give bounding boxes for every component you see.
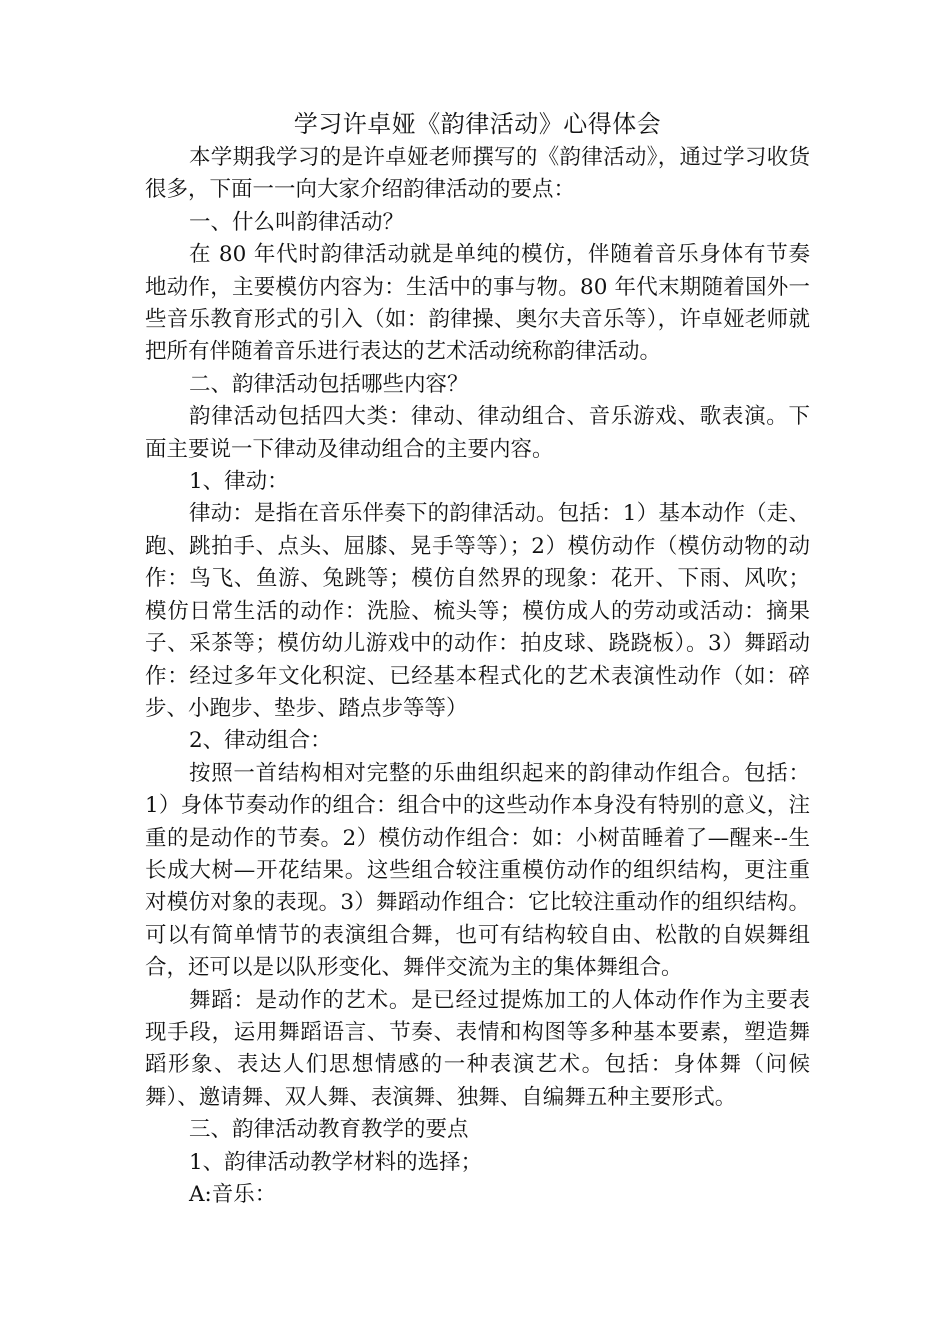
document-page <box>145 106 810 1211</box>
paragraph-dance: 舞蹈：是动作的艺术。是已经过提炼加工的人体动作作为主要表现手段，运用舞蹈语言、节奏、表情和构图等多种基本要素，塑造舞蹈形象、表达人们思想情感的一种表演艺术。包括：身体舞（问候舞）、邀请舞、双人舞、表演舞、独舞、自编舞五种主要形式。 <box>145 987 810 1110</box>
heading-section-1: 一、什么叫韵律活动？ <box>189 209 405 235</box>
paragraph-rhythm: 律动：是指在音乐伴奏下的韵律活动。包括：1）基本动作（走、跑、跳拍手、点头、屈膝、晃手等等）；2）模仿动作（模仿动物的动作：鸟飞、鱼游、兔跳等；模仿自然界的现象：花开、下雨、风吹；模仿日常生活的动作：洗脸、梳头等；模仿成人的劳动或活动：摘果子、采茶等；模仿幼儿游戏中的动作：拍皮球、跷跷板）。3）舞蹈动作：经过多年文化积淀、已经基本程式化的艺术表演性动作（如：碎步、小跑步、垫步、踏点步等等） <box>145 501 810 721</box>
paragraph-rhythm-combination: 按照一首结构相对完整的乐曲组织起来的韵律动作组合。包括：1）身体节奏动作的组合：组合中的这些动作本身没有特别的意义，注重的是动作的节奏。2）模仿动作组合：如：小树苗睡着了—醒来--生长成大树—开花结果。这些组合较注重模仿动作的组织结构，更注重对模仿对象的表现。3）舞蹈动作组合：它比较注重动作的组织结构。可以有简单情节的表演组合舞，也可有结构较自由、松散的自娱舞组合，还可以是以队形变化、舞伴交流为主的集体舞组合。 <box>145 760 810 981</box>
document-title: 学习许卓娅《韵律活动》心得体会 <box>293 110 662 138</box>
subheading-material-selection: 1、韵律活动教学材料的选择； <box>189 1149 483 1175</box>
subheading-rhythm: 1、律动： <box>189 469 289 495</box>
subheading-music: A:音乐： <box>189 1182 277 1207</box>
paragraph-intro: 本学期我学习的是许卓娅老师撰写的《韵律活动》，通过学习收货很多，下面一一向大家介绍韵律活动的要点： <box>145 145 810 203</box>
paragraph-categories: 韵律活动包括四大类：律动、律动组合、音乐游戏、歌表演。下面主要说一下律动及律动组合的主要内容。 <box>145 404 810 462</box>
paragraph-definition: 在 80 年代时韵律活动就是单纯的模仿，伴随着音乐身体有节奏地动作，主要模仿内容为：生活中的事与物。80 年代末期随着国外一些音乐教育形式的引入（如：韵律操、奥尔夫音乐等），许卓娅老师就把所有伴随着音乐进行表达的艺术活动统称韵律活动。 <box>145 242 810 365</box>
subheading-rhythm-combination: 2、律动组合： <box>189 728 332 754</box>
heading-section-2: 二、韵律活动包括哪些内容？ <box>189 371 469 397</box>
heading-section-3: 三、韵律活动教育教学的要点 <box>189 1117 469 1143</box>
